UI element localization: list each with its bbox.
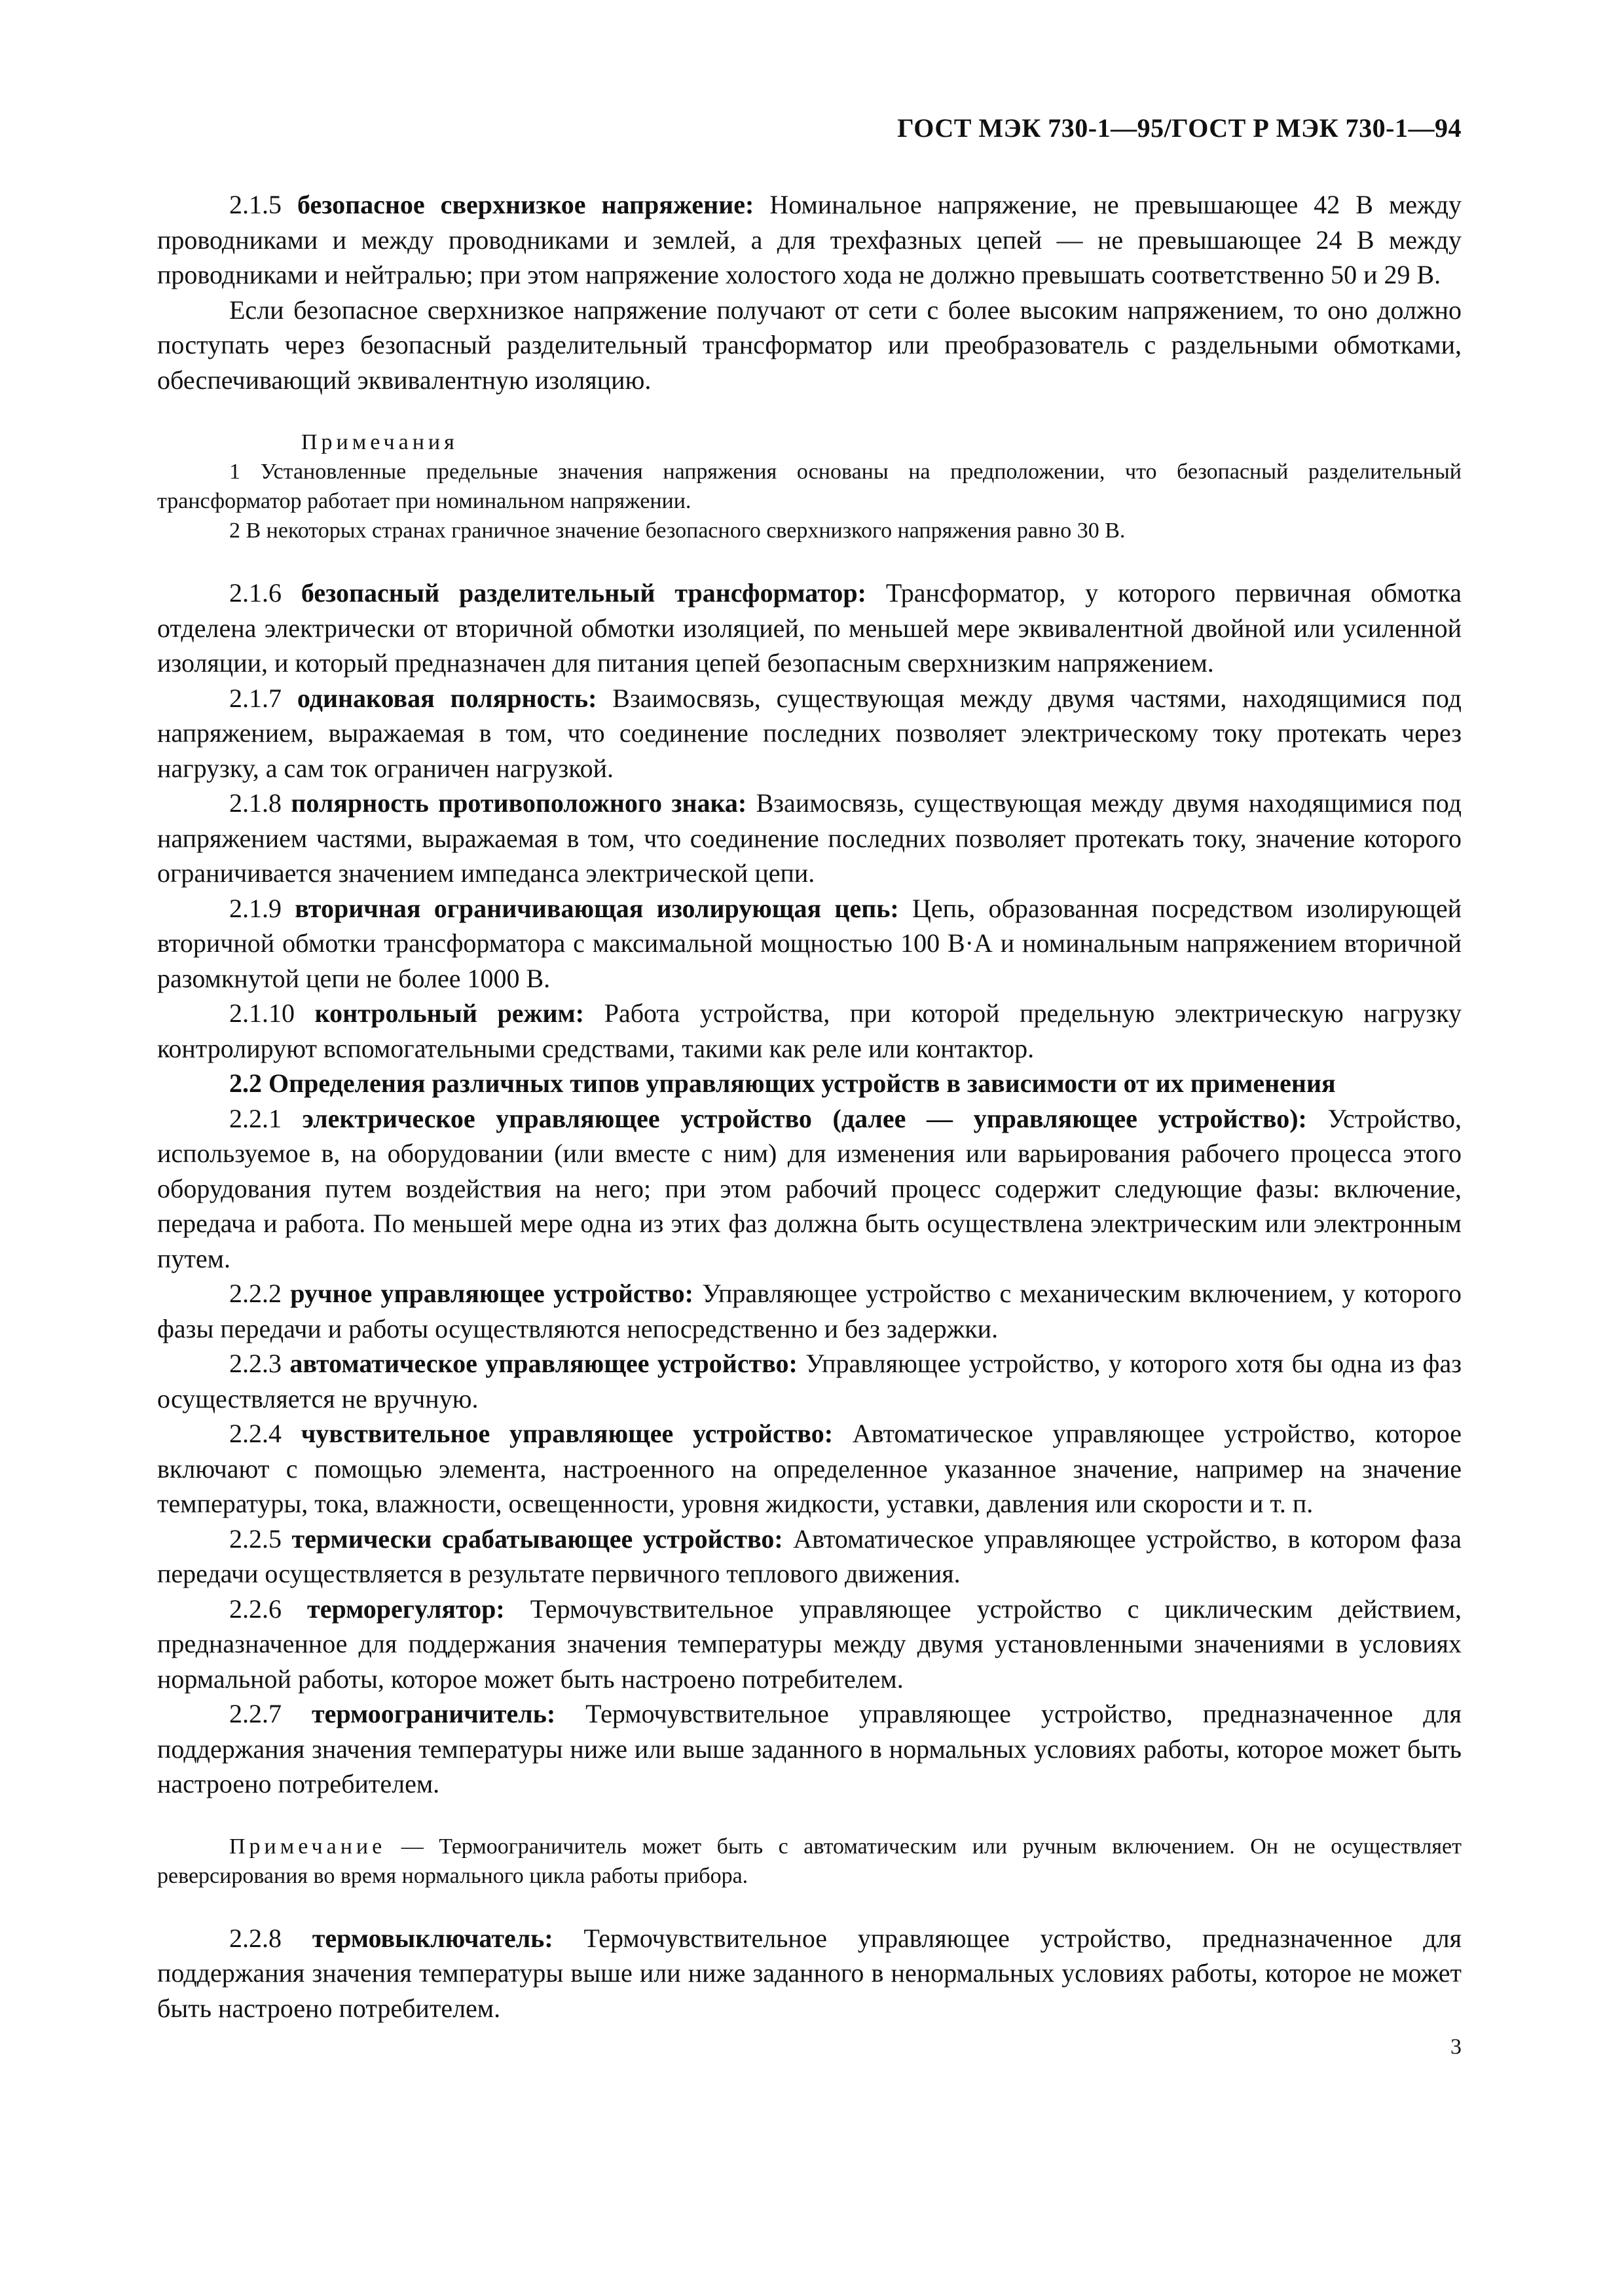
- clause-number: 2.1.8: [229, 788, 282, 818]
- clause-2-2-1: [157, 1101, 1462, 1277]
- section-2-2-title: 2.2 Определения различных типов управляющих устройств в зависимости от их применения: [229, 1068, 1336, 1098]
- clause-text: Термочувствительное управляющее устройство, предназначенное для поддержания значения температуры ниже или выше заданного в нормальных условиях работы, которое может быть настроено потребителем.: [157, 1699, 1462, 1798]
- clause-2-1-5: [157, 187, 1462, 293]
- spacer: [157, 1802, 1462, 1832]
- clause-2-2-4: [157, 1416, 1462, 1522]
- clause-term: автоматическое управляющее устройство:: [289, 1349, 798, 1378]
- clause-text: Управляющее устройство с механическим включением, у которого фазы передачи и работы осуществляются непосредственно и без задержки.: [157, 1279, 1462, 1343]
- clause-term: ручное управляющее устройство:: [290, 1279, 693, 1308]
- clause-2-2-8: [157, 1921, 1462, 2026]
- note-1: 1 Установленные предельные значения напряжения основаны на предположении, что безопасный разделительный трансформатор работает при номинальном напряжении.: [157, 460, 1462, 513]
- clause-number: 2.1.6: [229, 578, 282, 608]
- clause-text: Цепь, образованная посредством изолирующей вторичной обмотки трансформатора с максимальной мощностью 100 В·А и номинальным напряжением вторичной разомкнутой цепи не более 1000 В.: [157, 893, 1462, 993]
- spacer: [157, 397, 1462, 428]
- clause-number: 2.2.6: [229, 1594, 282, 1624]
- clause-2-1-7: [157, 681, 1462, 786]
- clause-2-1-6: [157, 575, 1462, 681]
- clause-2-1-9: [157, 891, 1462, 996]
- clause-number: 2.2.8: [229, 1923, 282, 1953]
- clause-term: термоограничитель:: [311, 1699, 556, 1728]
- spacer: [157, 545, 1462, 575]
- clause-2-1-5-continuation: Если безопасное сверхнизкое напряжение получают от сети с более высоким напряжением, то оно должно поступать через безопасный разделительный трансформатор или преобразователь с раздельными обмотками, обеспечивающий эквивалентную изоляцию.: [157, 295, 1462, 395]
- clause-term: электрическое управляющее устройство (далее — управляющее устройство):: [302, 1103, 1307, 1133]
- clause-text: Термочувствительное управляющее устройство с циклическим действием, предназначенное для поддержания значения температуры между двумя установленными значениями в условиях нормальной работы, которое может быть настроено потребителем.: [157, 1594, 1462, 1694]
- clause-number: 2.1.9: [229, 893, 282, 923]
- clause-number: 2.2.5: [229, 1523, 282, 1554]
- clause-2-1-8: [157, 786, 1462, 891]
- document-header: ГОСТ МЭК 730-1—95/ГОСТ Р МЭК 730-1—94: [897, 113, 1462, 143]
- clause-2-2-6: [157, 1592, 1462, 1697]
- clause-number: 2.1.5: [229, 190, 282, 219]
- clause-term: чувствительное управляющее устройство:: [301, 1419, 834, 1448]
- clause-term: одинаковая полярность:: [297, 683, 597, 713]
- spacer: [157, 1891, 1462, 1921]
- clause-term: термически срабатывающее устройство:: [291, 1523, 783, 1554]
- clause-term: термовыключатель:: [312, 1923, 553, 1953]
- clause-number: 2.2.3: [229, 1349, 282, 1378]
- clause-text: Управляющее устройство, у которого хотя бы одна из фаз осуществляется не вручную.: [157, 1349, 1462, 1413]
- clause-2-2-7: [157, 1696, 1462, 1802]
- clause-term: контрольный режим:: [314, 998, 585, 1028]
- notes-title: Примечания: [301, 430, 458, 454]
- clause-text: Взаимосвязь, существующая между двумя частями, находящимися под напряжением, выражаемая в том, что соединение последних позволяет электрическому току протекать через нагрузку, а сам ток ограничен нагрузкой.: [157, 683, 1462, 783]
- clause-text: Автоматическое управляющее устройство, в котором фаза передачи осуществляется в результате первичного теплового движения.: [157, 1523, 1462, 1588]
- clause-number: 2.1.7: [229, 683, 282, 713]
- clause-term: безопасное сверхнизкое напряжение:: [297, 190, 754, 219]
- clause-term: терморегулятор:: [307, 1594, 505, 1624]
- note-title: Примечание: [229, 1834, 386, 1859]
- clause-text: Трансформатор, у которого первичная обмотка отделена электрически от вторичной обмотки изоляцией, по меньшей мере эквивалентной двойной или усиленной изоляции, и который предназначен для питания цепей безопасным сверхнизким напряжением.: [157, 578, 1462, 678]
- clause-text: Работа устройства, при которой предельную электрическую нагрузку контролируют вспомогательными средствами, такими как реле или контактор.: [157, 998, 1462, 1063]
- clause-2-1-10: [157, 996, 1462, 1066]
- clause-number: 2.2.4: [229, 1419, 282, 1448]
- clause-text: Взаимосвязь, существующая между двумя находящимися под напряжением частями, выражаемая в том, что соединение последних позволяет протекать току, значение которого ограничивается значением импеданса электрической цепи.: [157, 788, 1462, 888]
- note-text: [157, 1832, 1462, 1891]
- clause-term: безопасный разделительный трансформатор:: [301, 578, 866, 608]
- clause-2-2-5: [157, 1522, 1462, 1592]
- clause-number: 2.2.1: [229, 1103, 282, 1133]
- clause-2-2-2: [157, 1276, 1462, 1346]
- clause-number: 2.2.7: [229, 1699, 282, 1728]
- clause-number: 2.2.2: [229, 1279, 282, 1308]
- clause-text: Устройство, используемое в, на оборудовании (или вместе с ним) для изменения или варьирования рабочего процесса этого оборудования путем воздействия на него; при этом рабочий процесс содержит следующие фазы: включение, передача и работа. По меньшей мере одна из этих фаз должна быть осуществлена электрическим или электронным путем.: [157, 1103, 1462, 1273]
- page-number: 3: [1450, 2035, 1462, 2059]
- clause-text: Термочувствительное управляющее устройство, предназначенное для поддержания значения температуры выше или ниже заданного в ненормальных условиях работы, которое не может быть настроено потребителем.: [157, 1923, 1462, 2023]
- note-2: 2 В некоторых странах граничное значение безопасного сверхнизкого напряжения равно 30 В.: [229, 519, 1126, 543]
- clause-text: Автоматическое управляющее устройство, которое включают с помощью элемента, настроенного на определенное указанное значение, например на значение температуры, тока, влажности, освещенности, уровня жидкости, уставки, давления или скорости и т. п.: [157, 1419, 1462, 1518]
- clause-number: 2.1.10: [229, 998, 295, 1028]
- document-body: [157, 187, 1462, 2026]
- clause-term: полярность противоположного знака:: [291, 788, 747, 818]
- clause-text: Номинальное напряжение, не превышающее 42 В между проводниками и между проводниками и землей, а для трехфазных цепей — не превышающее 24 В между проводниками и нейтралью; при этом напряжение холостого хода не должно превышать соответственно 50 и 29 В.: [157, 190, 1462, 289]
- note-block-2: [157, 1832, 1462, 1891]
- notes-block: [157, 428, 1462, 545]
- note-body: — Термоограничитель может быть с автоматическим или ручным включением. Он не осуществляет реверсирования во время нормального цикла работы прибора.: [157, 1834, 1462, 1888]
- clause-term: вторичная ограничивающая изолирующая цепь:: [295, 893, 899, 923]
- clause-2-2-3: [157, 1346, 1462, 1416]
